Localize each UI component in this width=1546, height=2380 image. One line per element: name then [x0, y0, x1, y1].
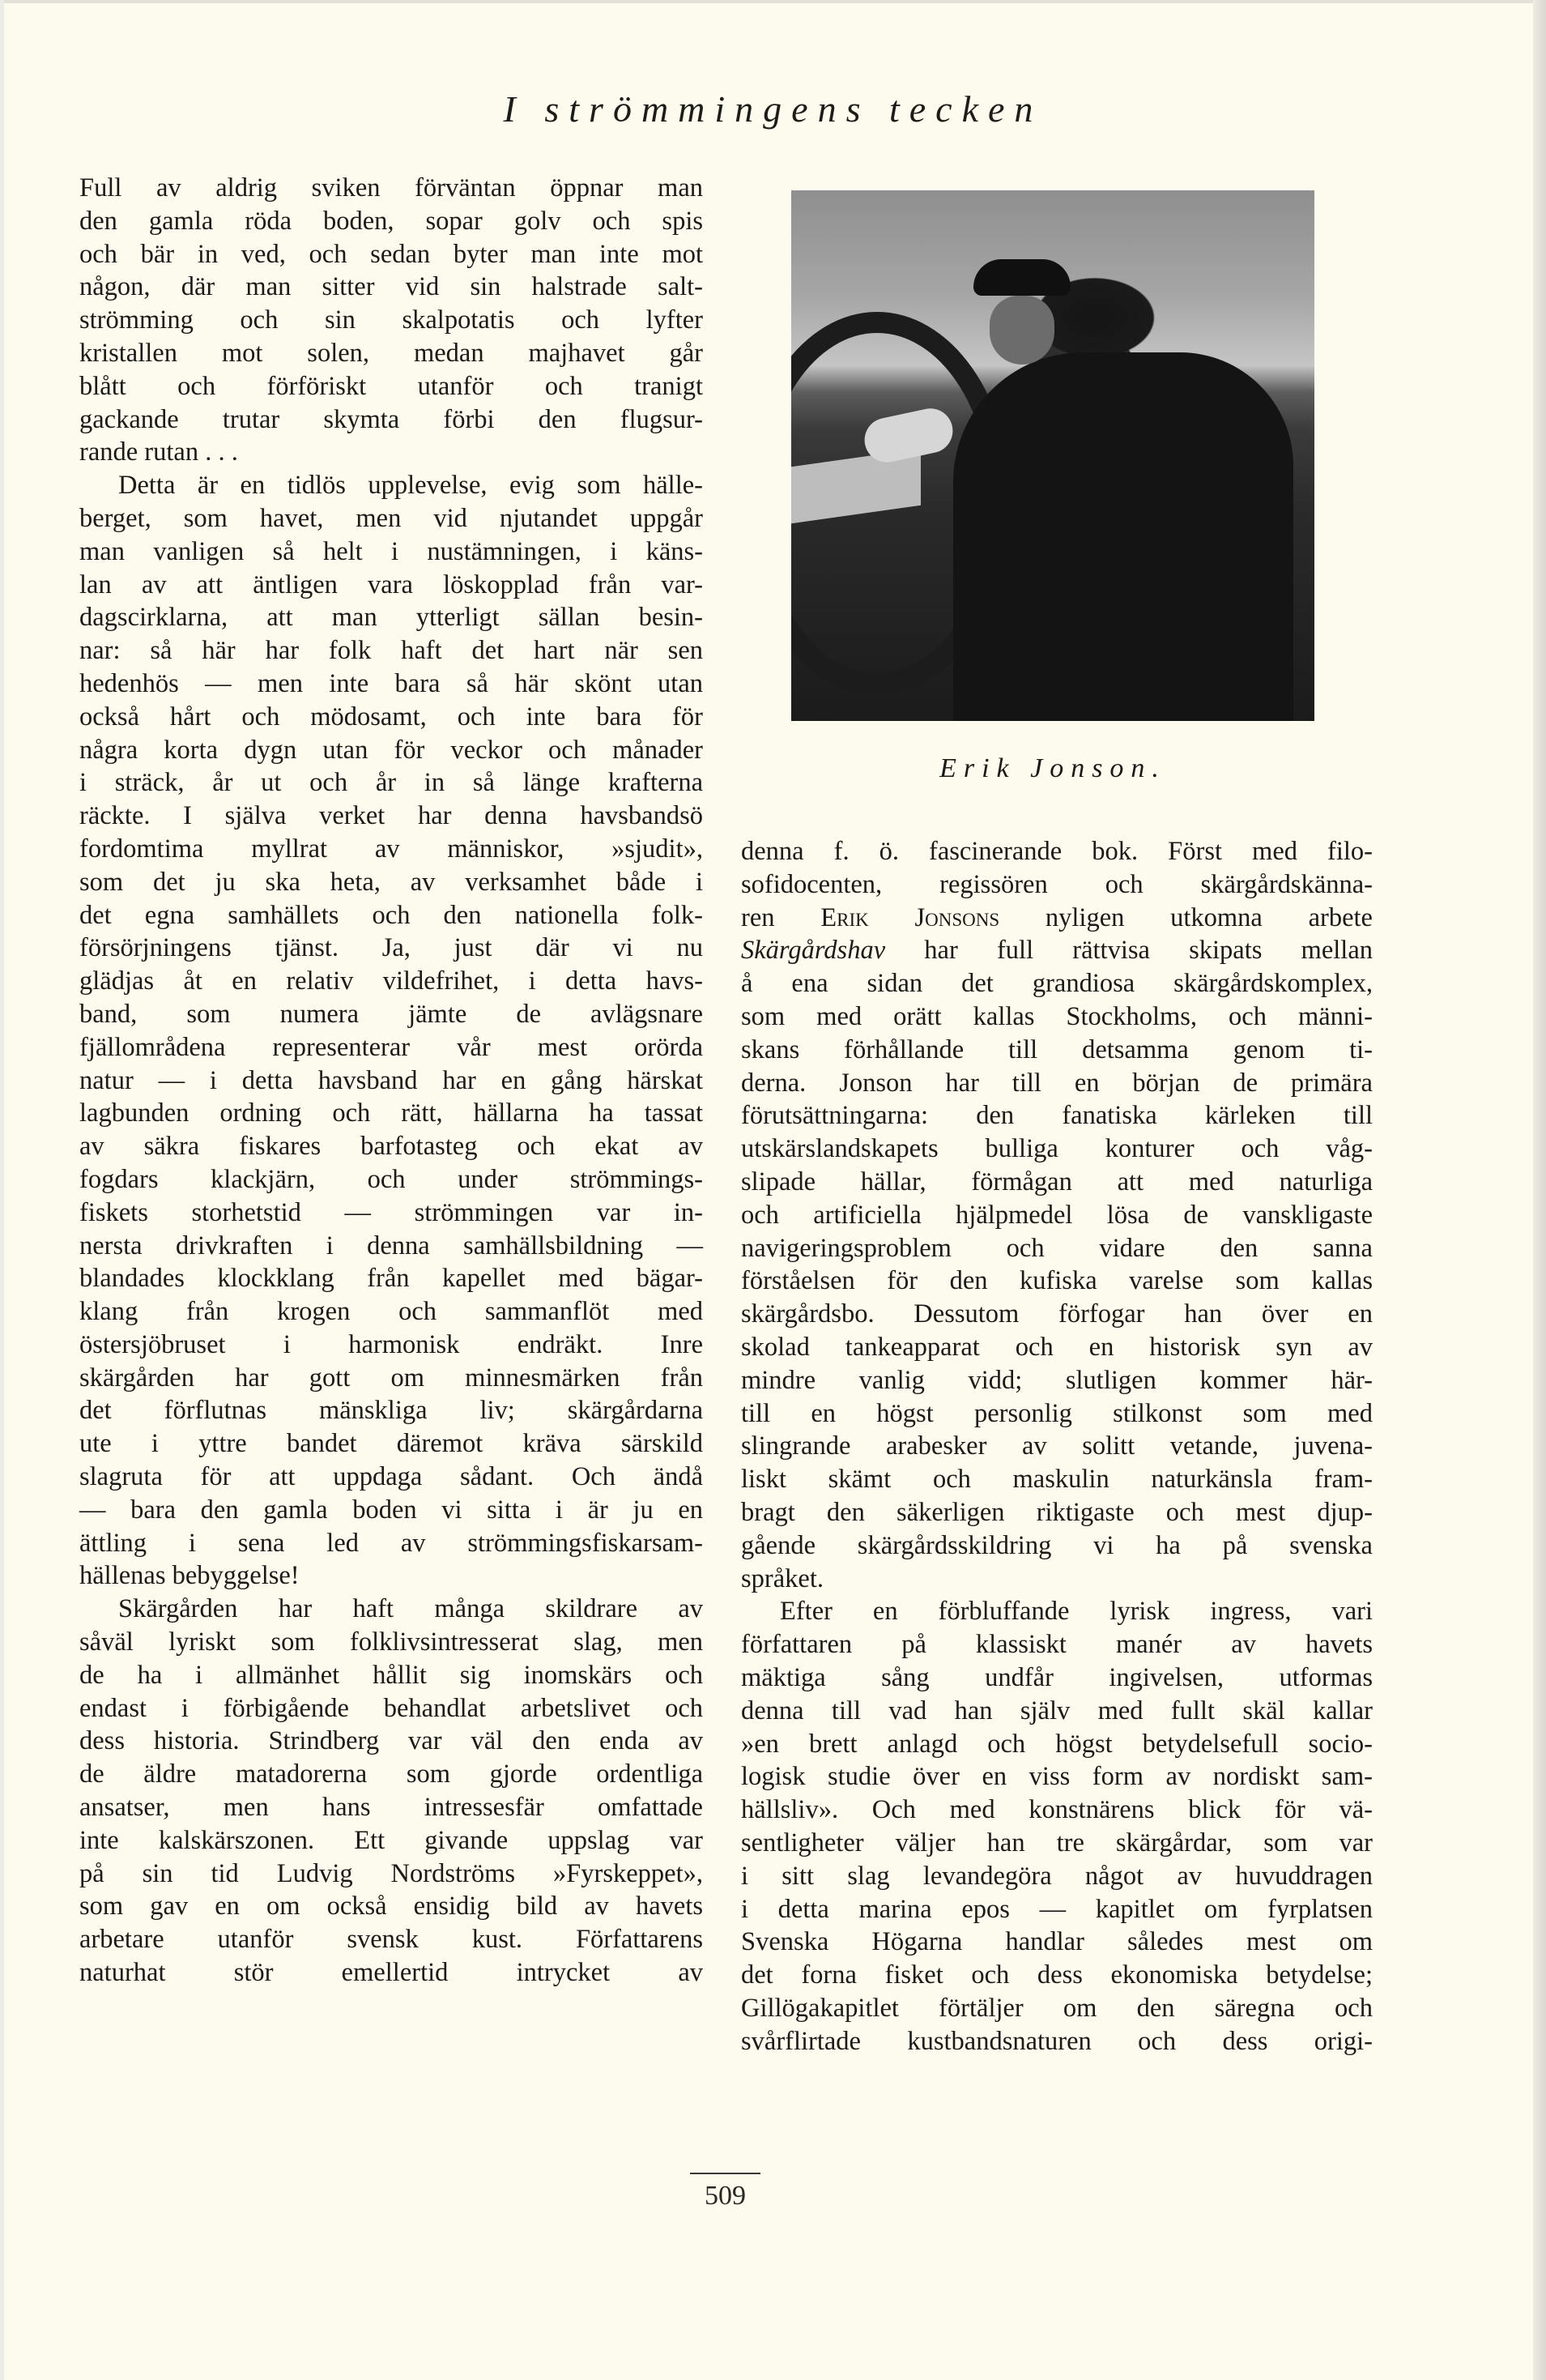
text-line: dess historia. Strindberg var väl den enda av [79, 1726, 703, 1756]
text-line: och artificiella hjälpmedel lösa de vanskligaste [741, 1200, 1373, 1230]
text-line: av säkra fiskares barfotasteg och ekat av [79, 1132, 703, 1162]
book-title: Skärgårdshav [741, 936, 886, 966]
text-line: det egna samhällets och den nationella folk- [79, 900, 703, 930]
text-line: inte kalskärszonen. Ett givande uppslag var [79, 1825, 703, 1855]
text-line: Skärgårdshav har full rättvisa skipats mellan [741, 936, 1373, 966]
captain-cap-shape [973, 259, 1071, 296]
text-line: ättling i sena led av strömmingsfiskarsam- [79, 1528, 703, 1558]
text-line: klang från krogen och sammanflöt med [79, 1297, 703, 1327]
text-line: liskt skämt och maskulin naturkänsla fram- [741, 1465, 1373, 1495]
text-line: skolad tankeapparat och en historisk syn av [741, 1332, 1373, 1362]
text-line: hällenas bebyggelse! [79, 1561, 300, 1591]
text-line: till en högst personlig stilkonst som med [741, 1398, 1373, 1428]
text-line: berget, som havet, men vid njutandet uppgår [79, 503, 703, 533]
text-line: den gamla röda boden, sopar golv och spis [79, 206, 703, 236]
page-edge-left [0, 0, 4, 2380]
text-line: naturhat stör emellertid intrycket av [79, 1958, 703, 1988]
text-line: som gav en om också ensidig bild av havets [79, 1892, 703, 1921]
text-line: också hårt och mödosamt, och inte bara för [79, 702, 703, 731]
text-line: denna f. ö. fascinerande bok. Först med filo- [741, 837, 1373, 866]
text-line: i sträck, år ut och år in så länge krafterna [79, 768, 703, 798]
text-line: lagbunden ordning och rätt, hällarna ha tassat [79, 1098, 703, 1128]
text-line: Efter en förbluffande lyrisk ingress, vari [780, 1597, 1373, 1627]
text-line: mäktiga sång undfår ingivelsen, utformas [741, 1662, 1373, 1692]
text-line: några korta dygn utan för veckor och månader [79, 735, 703, 765]
text-line: navigeringsproblem och vidare den sanna [741, 1233, 1373, 1263]
text-line: försörjningens tjänst. Ja, just där vi nu [79, 933, 703, 963]
text-line: Full av aldrig sviken förväntan öppnar man [79, 173, 703, 203]
text-line: man vanligen så helt i nustämningen, i käns- [79, 536, 703, 566]
text-line: strömming och sin skalpotatis och lyfter [79, 305, 703, 335]
figure-body-shape [953, 352, 1293, 721]
text-line: bragt den säkerligen riktigaste och mest djup- [741, 1497, 1373, 1527]
text-line: det forna fisket och dess ekonomiska betydelse; [741, 1960, 1373, 1990]
photo-caption: Erik Jonson. [939, 753, 1166, 783]
text-line: — bara den gamla boden vi sitta i är ju en [79, 1495, 703, 1525]
text-line: utskärslandskapets bulliga konturer och våg- [741, 1134, 1373, 1164]
text-line: glädjas åt en relativ vildefrihet, i detta havs- [79, 966, 703, 996]
text-line: blandades klockklang från kapellet med bägar- [79, 1264, 703, 1294]
figure-face-shape [990, 296, 1054, 365]
text-line: ren Erik Jonsons nyligen utkomna arbete [741, 902, 1373, 932]
page-edge-top [0, 0, 1546, 3]
text-line: skärgårdsbo. Dessutom förfogar han över en [741, 1299, 1373, 1329]
text-line: såväl lyriskt som folklivsintresserat slag, men [79, 1627, 703, 1657]
text-line: arbetare utanför svensk kust. Författarens [79, 1925, 703, 1955]
text-line: författaren på klassiskt manér av havets [741, 1630, 1373, 1660]
text-line: blått och förföriskt utanför och tranigt [79, 371, 703, 401]
text-line: Detta är en tidlös upplevelse, evig som hälle- [118, 471, 703, 501]
text-line: endast i förbigående behandlat arbetslivet och [79, 1693, 703, 1723]
running-title: I strömmingens tecken [503, 88, 1043, 130]
text-line: hällsliv». Och med konstnärens blick för vä- [741, 1795, 1373, 1825]
text-line: ute i yttre bandet däremot kräva särskild [79, 1429, 703, 1459]
folio-rule [690, 2173, 760, 2174]
text-line: Skärgården har haft många skildrare av [118, 1594, 703, 1624]
text-line: slingrande arabesker av solitt vetande, juvena- [741, 1431, 1373, 1461]
text-line: fogdars klackjärn, och under strömmings- [79, 1164, 703, 1194]
page-number: 509 [705, 2181, 746, 2211]
text-line: Gillögakapitlet förtäljer om den säregna och [741, 1993, 1373, 2023]
text-line: sofidocenten, regissören och skärgårdskänna- [741, 869, 1373, 899]
text-line: östersjöbruset i harmonisk endräkt. Inre [79, 1329, 703, 1359]
text-line: nersta drivkraften i denna samhällsbildning — [79, 1231, 703, 1260]
text-line: lan av att äntligen vara löskopplad från var- [79, 569, 703, 599]
text-line: i sitt slag levandegöra något av huvuddragen [741, 1861, 1373, 1891]
text-line: gackande trutar skymta förbi den flugsur- [79, 404, 703, 434]
text-line: fjällområdena representerar vår mest orörda [79, 1032, 703, 1062]
text-line: nar: så här har folk haft det hart när sen [79, 636, 703, 666]
text-line: denna till vad han själv med fullt skäl kallar [741, 1695, 1373, 1725]
text-line: på sin tid Ludvig Nordströms »Fyrskeppet», [79, 1858, 703, 1888]
text-line: som det ju ska heta, av verksamhet både i [79, 867, 703, 897]
text-line: derna. Jonson har till en början de primära [741, 1068, 1373, 1098]
text-line: svårflirtade kustbandsnaturen och dess origi- [741, 2026, 1373, 2056]
text-line: skärgården har gott om minnesmärken från [79, 1363, 703, 1393]
text-line: och bär in ved, och sedan byter man inte mot [79, 239, 703, 269]
author-photo [791, 190, 1314, 721]
text-line: mindre vanlig vidd; slutligen kommer här- [741, 1365, 1373, 1395]
left-column [79, 172, 703, 1990]
text-line: någon, där man sitter vid sin halstrade salt- [79, 272, 703, 302]
text-line: logisk studie över en viss form av nordiskt sam- [741, 1762, 1373, 1792]
text-line: fordomtima myllrat av människor, »sjudit», [79, 834, 703, 864]
text-line: fiskets storhetstid — strömmingen var in- [79, 1197, 703, 1227]
text-line: hedenhös — men inte bara så här skönt utan [79, 668, 703, 698]
right-column [741, 835, 1373, 2058]
text-line: förståelsen för den kufiska varelse som kallas [741, 1266, 1373, 1296]
text-line: språket. [741, 1563, 824, 1593]
text-line: förutsättningarna: den fanatiska kärleken till [741, 1101, 1373, 1131]
text-line: Svenska Högarna handlar således mest om [741, 1927, 1373, 1957]
page-edge-right [1533, 0, 1546, 2380]
text-line: slagruta för att uppdaga sådant. Och ändå [79, 1462, 703, 1492]
text-line: band, som numera jämte de avlägsnare [79, 999, 703, 1029]
text-line: de ha i allmänhet hållit sig inomskärs och [79, 1660, 703, 1690]
text-line: slipade hällar, förmågan att med naturliga [741, 1167, 1373, 1196]
text-line: i detta marina epos — kapitlet om fyrplatsen [741, 1894, 1373, 1924]
text-line: rande rutan . . . [79, 437, 238, 467]
text-line: det förflutnas mänskliga liv; skärgårdarna [79, 1396, 703, 1426]
text-line: som med orätt kallas Stockholms, och männi- [741, 1001, 1373, 1031]
text-line: dagscirklarna, att man ytterligt sällan besin- [79, 603, 703, 633]
text-line: »en brett anlagd och högst betydelsefull socio- [741, 1729, 1373, 1759]
text-line: skans förhållande till detsamma genom ti- [741, 1034, 1373, 1064]
author-name: Erik Jonsons [820, 902, 1000, 932]
text-line: sentligheter väljer han tre skärgårdar, som var [741, 1828, 1373, 1858]
text-line: de äldre matadorerna som gjorde ordentliga [79, 1759, 703, 1789]
text-line: kristallen mot solen, medan majhavet går [79, 338, 703, 368]
text-line: ansatser, men hans intressesfär omfattade [79, 1793, 703, 1823]
text-line: natur — i detta havsband har en gång härskat [79, 1065, 703, 1095]
text-line: gående skärgårdsskildring vi ha på svenska [741, 1530, 1373, 1560]
text-line: å ena sidan det grandiosa skärgårdskomplex, [741, 969, 1373, 999]
text-line: räckte. I själva verket har denna havsbandsö [79, 801, 703, 831]
